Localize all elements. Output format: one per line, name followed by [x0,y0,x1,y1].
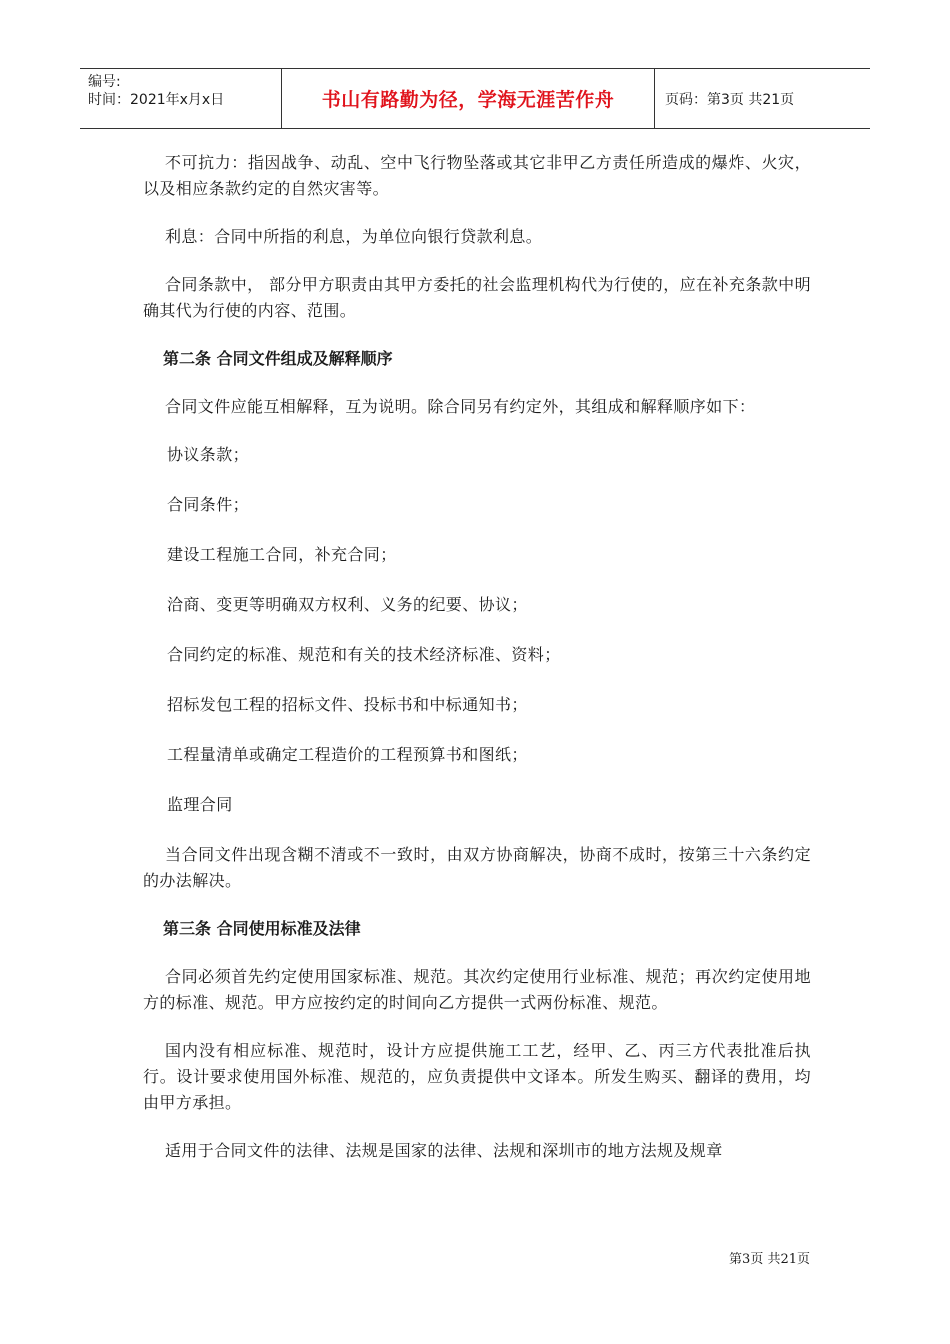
header-motto: 书山有路勤为径，学海无涯苦作舟 [321,89,615,111]
page-footer: 第3页 共21页 [729,1252,810,1267]
section-heading-3: 第三条 合同使用标准及法律 [163,919,361,938]
section-heading-2: 第二条 合同文件组成及解释顺序 [163,349,393,368]
list-item: 监理合同 [167,795,233,814]
document-time: 时间：2021年x月x日 [88,92,225,108]
paragraph-force-majeure: 不可抗力：指因战争、动乱、空中飞行物坠落或其它非甲乙方责任所造成的爆炸、火灾，以及相应条款约定的自然灾害等。 [143,153,811,198]
document-number-label: 编号: [88,74,121,90]
section3-paragraph: 国内没有相应标准、规范时，设计方应提供施工工艺，经甲、乙、丙三方代表批准后执行。设计要求使用国外标准、规范的，应负责提供中文译本。所发生购买、翻译的费用，均由甲方承担。 [143,1041,811,1112]
list-item: 协议条款； [167,445,250,464]
section3-paragraph: 合同必须首先约定使用国家标准、规范。其次约定使用行业标准、规范；再次约定使用地方的标准、规范。甲方应按约定的时间向乙方提供一式两份标准、规范。 [143,967,811,1012]
header-meta [80,69,282,128]
paragraph-supervision: 合同条款中， 部分甲方职责由其甲方委托的社会监理机构代为行使的，应在补充条款中明确其代为行使的内容、范围。 [143,275,811,320]
list-item: 建设工程施工合同，补充合同； [167,545,397,564]
header-motto-cell [282,69,655,128]
list-item: 洽商、变更等明确双方权利、义务的纪要、协议； [167,595,528,614]
document-body [143,150,811,1186]
section2-intro: 合同文件应能互相解释，互为说明。除合同另有约定外，其组成和解释顺序如下： [165,397,756,416]
list-item: 合同条件； [167,495,250,514]
header-page-info: 页码：第3页 共21页 [665,91,795,108]
list-item: 工程量清单或确定工程造价的工程预算书和图纸； [167,745,528,764]
section2-closing: 当合同文件出现含糊不清或不一致时，由双方协商解决，协商不成时，按第三十六条约定的办法解决。 [143,845,811,890]
document-header [80,68,870,129]
section3-paragraph: 适用于合同文件的法律、法规是国家的法律、法规和深圳市的地方法规及规章 [165,1141,723,1160]
header-page-cell [655,69,870,128]
list-item: 合同约定的标准、规范和有关的技术经济标准、资料； [167,645,561,664]
paragraph-interest: 利息：合同中所指的利息，为单位向银行贷款利息。 [165,227,543,246]
list-item: 招标发包工程的招标文件、投标书和中标通知书； [167,695,528,714]
